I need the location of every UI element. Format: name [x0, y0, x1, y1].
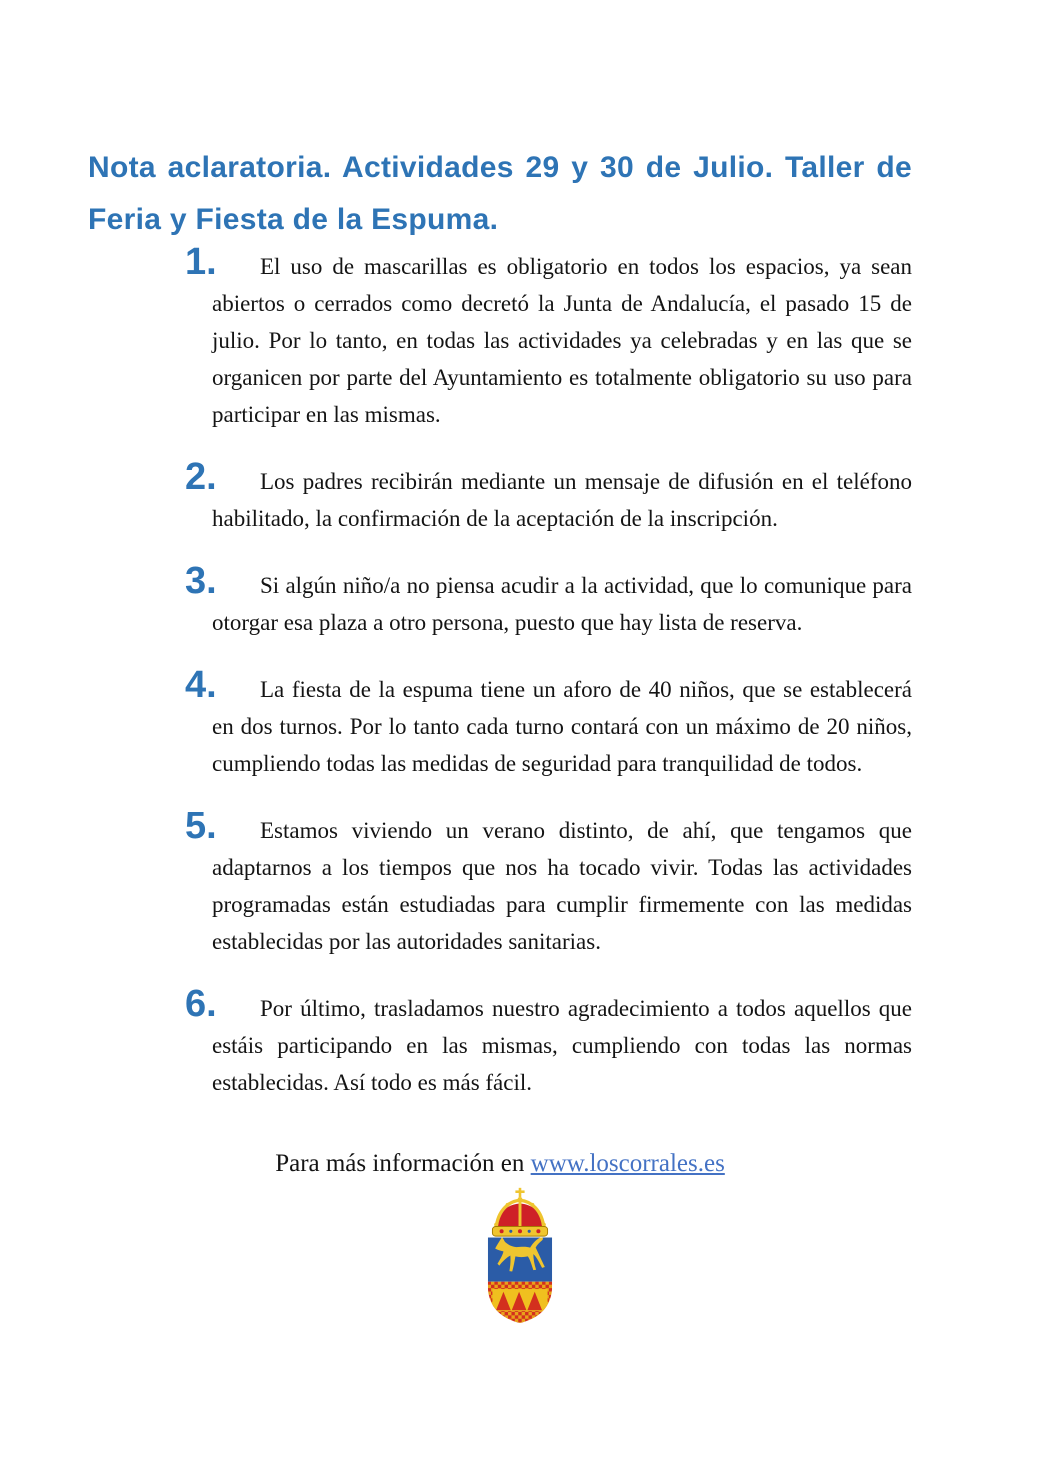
page-title — [88, 142, 912, 246]
notes-list — [185, 241, 915, 1131]
list-item — [185, 560, 915, 641]
title-line-2: Feria y Fiesta de la Espuma. — [88, 203, 499, 237]
item-text: Por último, trasladamos nuestro agradecimiento a todos aquellos que estáis participando en las mismas, cumpliendo con todas las normas establecidas. Así todo es más fácil. — [212, 996, 912, 1095]
red-triangles — [496, 1292, 542, 1310]
list-item — [185, 983, 915, 1101]
item-number: 6. — [185, 983, 217, 1025]
coat-of-arms-graphic — [474, 1186, 566, 1324]
item-number: 2. — [185, 456, 217, 498]
item-text: Los padres recibirán mediante un mensaje de difusión en el teléfono habilitado, la confirmación de la aceptación de la inscripción. — [212, 469, 912, 531]
item-number: 1. — [185, 241, 217, 283]
footer-text: Para más información en — [275, 1150, 531, 1177]
item-text: El uso de mascarillas es obligatorio en todos los espacios, ya sean abiertos o cerrados como decretó la Junta de Andalucía, el pasado 15 de julio. Por lo tanto, en todas las actividades ya celebradas y en las que se organicen por parte del Ayuntamiento es totalmente obligatorio su uso para participar en las mismas. — [212, 254, 912, 427]
item-number: 3. — [185, 560, 217, 602]
footer-note — [0, 1147, 1000, 1181]
title-line-1: Nota aclaratoria. Actividades 29 y 30 de Julio. Taller de — [88, 151, 912, 185]
item-text: Estamos viviendo un verano distinto, de ahí, que tengamos que adaptarnos a los tiempos que nos ha tocado vivir. Todas las actividades programadas están estudiadas para cumplir firmemente con las medidas establecidas por las autoridades sanitarias. — [212, 818, 912, 954]
item-number: 5. — [185, 805, 217, 847]
royal-crown-icon — [492, 1188, 547, 1236]
list-item — [185, 456, 915, 537]
item-number: 4. — [185, 664, 217, 706]
item-text: Si algún niño/a no piensa acudir a la actividad, que lo comunique para otorgar esa plaza a otro persona, puesto que hay lista de reserva. — [212, 573, 912, 635]
list-item — [185, 664, 915, 782]
list-item — [185, 805, 915, 960]
item-text: La fiesta de la espuma tiene un aforo de 40 niños, que se establecerá en dos turnos. Por lo tanto cada turno contará con un máximo de 20 niños, cumpliendo todas las medidas de seguridad para tranquilidad de todos. — [212, 677, 912, 776]
list-item — [185, 241, 915, 433]
footer-link[interactable]: www.loscorrales.es — [530, 1150, 725, 1177]
coat-of-arms — [474, 1186, 566, 1324]
shield — [488, 1237, 552, 1324]
